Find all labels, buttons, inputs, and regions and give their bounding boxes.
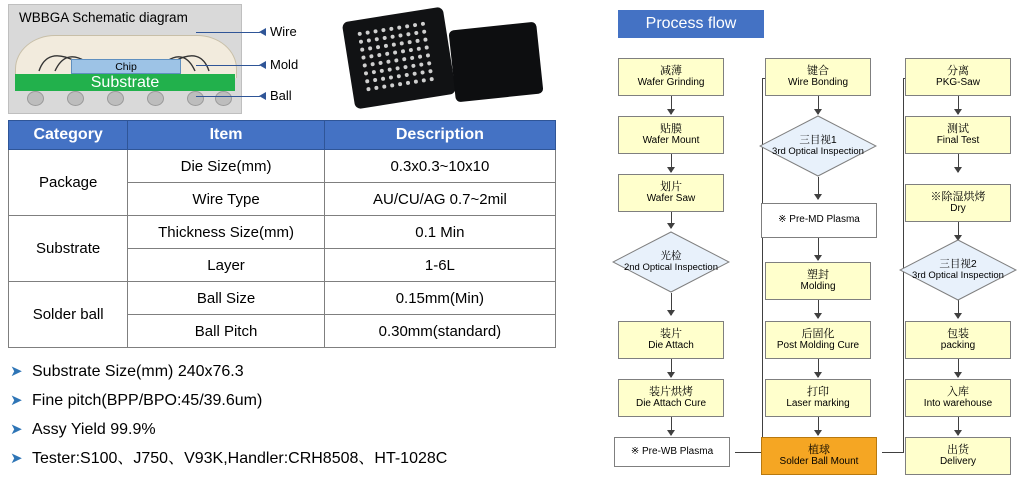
flow-arrow-icon: [954, 372, 962, 378]
flow-arrow-icon: [954, 313, 962, 319]
flow-node-label-en: ※ Pre-WB Plasma: [630, 445, 714, 457]
solder-ball: [27, 91, 44, 106]
flow-arrow-icon: [814, 194, 822, 200]
table-cell-item: Ball Pitch: [128, 315, 324, 348]
list-item: [10, 449, 570, 469]
flow-node-label-cn: 装片烘烤: [649, 385, 693, 398]
flow-node-label-en: packing: [940, 340, 976, 351]
flow-node-label-en: Post Molding Cure: [776, 340, 860, 351]
flow-node-final-test[interactable]: [905, 116, 1011, 154]
flow-node-label-cn: 三目视2: [939, 258, 977, 270]
flow-node-wafer-grinding[interactable]: [618, 58, 724, 96]
table-header-item: Item: [128, 121, 324, 150]
table-cell-description: AU/CU/AG 0.7~2mil: [324, 183, 555, 216]
bga-package-photo-front: [342, 7, 457, 110]
callout-mold-arrow-icon: [259, 61, 266, 69]
flow-node-label-en: Into warehouse: [923, 398, 993, 409]
table-cell-category: Package: [9, 150, 128, 216]
flow-node-die-attach-cure[interactable]: [618, 379, 724, 417]
flow-node-label-cn: 光检: [660, 250, 682, 262]
table-cell-category: Solder ball: [9, 282, 128, 348]
callout-mold-label: Mold: [270, 57, 299, 72]
ball-grid-array: [357, 21, 440, 96]
flow-node-label-en: Die Attach Cure: [635, 398, 707, 409]
table-cell-item: Ball Size: [128, 282, 324, 315]
solder-ball: [67, 91, 84, 106]
flow-node-label-cn: 打印: [807, 385, 829, 398]
table-row: [9, 282, 556, 315]
table-cell-item: Thickness Size(mm): [128, 216, 324, 249]
flow-node-label-cn: 装片: [660, 327, 682, 340]
flow-node-label-en: Solder Ball Mount: [779, 456, 859, 467]
flow-arrow-icon: [667, 109, 675, 115]
flow-node-label-cn: 入库: [947, 385, 969, 398]
flow-node-2nd-optical-inspection[interactable]: [612, 231, 730, 293]
flow-arrow-icon: [667, 430, 675, 436]
flow-node-laser-marking[interactable]: [765, 379, 871, 417]
flow-node-label-cn: 划片: [660, 180, 682, 193]
flow-node-label-cn: 植球: [808, 443, 830, 456]
flow-arrow-icon: [814, 372, 822, 378]
flow-arrow-icon: [667, 223, 675, 229]
bullet-arrow-icon: ➤: [10, 450, 23, 467]
bullet-arrow-icon: ➤: [10, 363, 23, 380]
list-item-text: Fine pitch(BPP/BPO:45/39.6um): [32, 392, 263, 409]
flow-node-label-en: 3rd Optical Inspection: [912, 270, 1004, 281]
bullet-arrow-icon: ➤: [10, 421, 23, 438]
flow-node-label-en: 3rd Optical Inspection: [772, 146, 864, 157]
process-flow-title: Process flow: [618, 10, 764, 38]
bullet-list: [10, 362, 570, 478]
chip-shape: Chip: [71, 59, 181, 74]
flow-node-label-en: Molding: [800, 281, 836, 292]
flow-node-label-cn: 后固化: [801, 327, 835, 340]
flow-node-post-molding-cure[interactable]: [765, 321, 871, 359]
table-cell-category: Substrate: [9, 216, 128, 282]
callout-wire-arrow-icon: [259, 28, 266, 36]
flow-arrow-icon: [954, 109, 962, 115]
table-header-description: Description: [324, 121, 555, 150]
substrate-label: Substrate: [90, 74, 160, 91]
flow-node-label-en: Dry: [950, 203, 966, 214]
flow-node-label-en: Die Attach: [648, 340, 694, 351]
table-cell-description: 1-6L: [324, 249, 555, 282]
flow-node-label-en: Wafer Grinding: [637, 77, 705, 88]
flow-node-solder-ball-mount[interactable]: [761, 437, 877, 475]
flow-node-label-en: Final Test: [936, 135, 980, 146]
table-cell-description: 0.30mm(standard): [324, 315, 555, 348]
flow-node-label-cn: 键合: [807, 64, 829, 77]
table-cell-item: Die Size(mm): [128, 150, 324, 183]
flow-node-dry[interactable]: [905, 184, 1011, 222]
flow-node-delivery[interactable]: [905, 437, 1011, 475]
flow-node-label-cn: 出货: [947, 443, 969, 456]
list-item: [10, 391, 570, 411]
callout-ball-line: [196, 96, 260, 97]
solder-ball: [147, 91, 164, 106]
flow-node-label-cn: 测试: [947, 122, 969, 135]
flow-node-wafer-saw[interactable]: [618, 174, 724, 212]
solder-ball: [215, 91, 232, 106]
flow-node-label-cn: 塑封: [807, 268, 829, 281]
solder-ball: [107, 91, 124, 106]
flow-node-label-en: PKG-Saw: [936, 77, 980, 88]
bga-package-photo-back: [448, 22, 543, 103]
flow-node-label-en: Wafer Mount: [642, 135, 700, 146]
flow-node-wire-bonding[interactable]: [765, 58, 871, 96]
list-item: [10, 362, 570, 382]
table-cell-description: 0.1 Min: [324, 216, 555, 249]
flow-node-label-en: Laser marking: [786, 398, 850, 409]
callout-wire-line: [196, 32, 260, 33]
flow-arrow-icon: [667, 372, 675, 378]
flow-connector: [735, 452, 763, 453]
schematic-title: WBBGA Schematic diagram: [19, 10, 188, 25]
flow-node-label-en: ※ Pre-MD Plasma: [778, 214, 860, 226]
callout-ball-label: Ball: [270, 88, 292, 103]
list-item-text: Tester:S100、J750、V93K,Handler:CRH8508、HT-1028C: [32, 450, 448, 467]
callout-ball-arrow-icon: [259, 92, 266, 100]
table-header-category: Category: [9, 121, 128, 150]
table-cell-description: 0.15mm(Min): [324, 282, 555, 315]
list-item-text: Assy Yield 99.9%: [32, 421, 156, 438]
flow-node-label-en: Delivery: [939, 456, 977, 467]
table-cell-description: 0.3x0.3~10x10: [324, 150, 555, 183]
flow-node-molding[interactable]: [765, 262, 871, 300]
flow-node-label-en: Wafer Saw: [646, 193, 696, 204]
flow-node-wafer-mount[interactable]: [618, 116, 724, 154]
flow-arrow-icon: [814, 430, 822, 436]
flow-connector: [882, 452, 904, 453]
flow-arrow-icon: [954, 430, 962, 436]
callout-mold-line: [196, 65, 260, 66]
solder-ball: [187, 91, 204, 106]
flow-node-label-cn: 分离: [947, 64, 969, 77]
process-flow-panel: [600, 0, 1024, 495]
schematic-diagram: [8, 4, 242, 114]
flow-node-label-cn: 贴膜: [660, 122, 682, 135]
flow-node-label-en: 2nd Optical Inspection: [623, 262, 718, 273]
flow-node-into-warehouse[interactable]: [905, 379, 1011, 417]
flow-node-label-cn: 减薄: [660, 64, 682, 77]
flow-arrow-icon: [954, 167, 962, 173]
table-cell-item: Layer: [128, 249, 324, 282]
flow-arrow-icon: [814, 255, 822, 261]
flow-node-3rd-optical-inspection-2[interactable]: [899, 239, 1017, 301]
flow-arrow-icon: [814, 313, 822, 319]
list-item-text: Substrate Size(mm) 240x76.3: [32, 363, 244, 380]
table-cell-item: Wire Type: [128, 183, 324, 216]
flow-node-packing[interactable]: [905, 321, 1011, 359]
table-row: [9, 216, 556, 249]
callout-wire-label: Wire: [270, 24, 297, 39]
flow-node-label-en: Wire Bonding: [787, 77, 849, 88]
flow-node-die-attach[interactable]: [618, 321, 724, 359]
bullet-arrow-icon: ➤: [10, 392, 23, 409]
flow-node-label-cn: 三目视1: [799, 134, 837, 146]
flow-node-label-cn: 包装: [947, 327, 969, 340]
table-row: [9, 150, 556, 183]
list-item: [10, 420, 570, 440]
flow-arrow-icon: [667, 167, 675, 173]
flow-node-pkg-saw[interactable]: [905, 58, 1011, 96]
flow-node-pre-md-plasma[interactable]: [761, 203, 877, 238]
flow-node-pre-wb-plasma[interactable]: [614, 437, 730, 467]
flow-node-3rd-optical-inspection-1[interactable]: [759, 115, 877, 177]
schematic-canvas: [9, 29, 241, 113]
flow-arrow-icon: [667, 310, 675, 316]
specification-table: [8, 120, 556, 348]
flow-node-label-cn: ※除湿烘烤: [930, 190, 986, 203]
table-header-row: [9, 121, 556, 150]
